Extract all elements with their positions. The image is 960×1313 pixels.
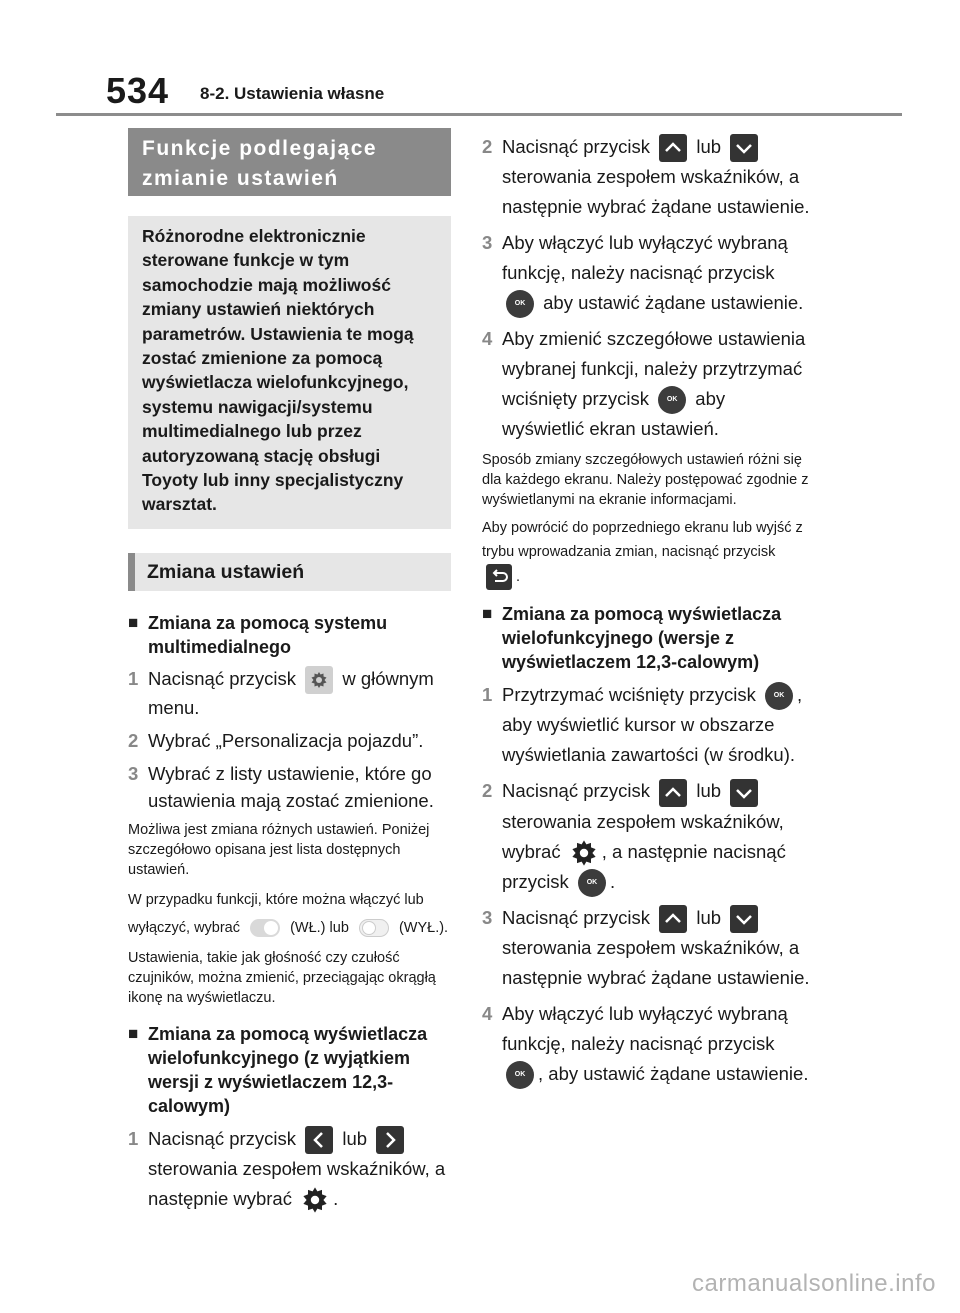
toggle-off-icon: [359, 919, 389, 937]
gear-icon: [301, 1186, 329, 1214]
section-title: 8-2. Ustawienia własne: [200, 84, 385, 103]
ok-button-icon: OK: [506, 290, 534, 318]
multimedia-heading: ■ Zmiana za pomocą systemu multimedialnego: [128, 612, 388, 657]
arrow-down-icon: [730, 779, 758, 807]
arrow-left-icon: [305, 1126, 333, 1154]
intro-box: Różnorodne elektronicznie sterowane funkcje w tym samochodzie mają możliwość zmiany ustawień niektórych parametrów. Ustawienia te mogą zostać zmienione za pomocą wyświetlacza wielofunkcyjnego, systemu nawigacji/systemu multimedialnego lub przez autoryzowaną stację obsługi Toyoty lub inny specjalistyczny warsztat.: [128, 216, 451, 529]
mfd-123-step-1: 1 Przytrzymać wciśnięty przycisk OK , aby wyświetlić kursor w obszarze wyświetlania zawartości (w środku).: [482, 684, 803, 766]
arrow-up-icon: [659, 905, 687, 933]
mfd-other-heading: ■ Zmiana za pomocą wyświetlacza wielofunkcyjnego (z wyjątkiem wersji z wyświetlaczem 12,3-calowym): [128, 1023, 428, 1116]
toggle-on-icon: [250, 919, 280, 937]
note-toggle: W przypadku funkcji, które można włączyć lub wyłączyć, wybrać (WŁ.) lub (WYŁ.).: [128, 891, 449, 936]
note-back: Aby powrócić do poprzedniego ekranu lub wyjść z trybu wprowadzania zmian, nacisnąć przycisk .: [482, 516, 812, 590]
arrow-up-icon: [659, 134, 687, 162]
subheading-change-settings: Zmiana ustawień: [128, 553, 451, 591]
mfd-123-step-3: 3 Nacisnąć przycisk lub sterowania zespołem wskaźników, a następnie wybrać żądane ustawienie.: [482, 906, 810, 988]
arrow-right-icon: [376, 1126, 404, 1154]
arrow-down-icon: [730, 134, 758, 162]
mfd-other-step-4: 4 Aby zmienić szczegółowe ustawienia wybranej funkcji, należy przytrzymać wciśnięty przycisk OK aby wyświetlić ekran ustawień.: [482, 328, 806, 440]
left-column: [128, 128, 451, 1214]
multimedia-step-2: 2 Wybrać „Personalizacja pojazdu”.: [128, 729, 424, 751]
mfd-other-step-1: 1 Nacisnąć przycisk lub sterowania zespołem wskaźników, a następnie wybrać .: [128, 1124, 451, 1214]
arrow-up-icon: [659, 779, 687, 807]
ok-button-icon: OK: [658, 386, 686, 414]
header-divider: [56, 113, 902, 116]
mfd-other-step-3: 3 Aby włączyć lub wyłączyć wybraną funkcję, należy nacisnąć przycisk OK aby ustawić żądane ustawienie.: [482, 228, 812, 318]
ok-button-icon: OK: [578, 869, 606, 897]
back-icon: [486, 564, 512, 590]
mfd-123-step-4: 4 Aby włączyć lub wyłączyć wybraną funkcję, należy nacisnąć przycisk OK , aby ustawić żądane ustawienie.: [482, 999, 812, 1089]
right-column: [482, 128, 812, 1089]
note-settings-list: Możliwa jest zmiana różnych ustawień. Poniżej szczegółowo opisana jest lista dostępnych ustawień.: [128, 821, 430, 878]
square-bullet-icon: ■: [482, 604, 493, 624]
square-bullet-icon: ■: [128, 612, 139, 632]
multimedia-step-1: 1 Nacisnąć przycisk w głównym menu.: [128, 667, 434, 718]
page-number: 534: [106, 70, 170, 111]
arrow-down-icon: [730, 905, 758, 933]
square-bullet-icon: ■: [128, 1023, 139, 1043]
page-header: [0, 0, 960, 120]
gear-icon: [305, 666, 333, 694]
ok-button-icon: OK: [506, 1061, 534, 1089]
note-slider: Ustawienia, takie jak głośność czy czułość czujników, można zmienić, przeciągając okrągłą ikonę na wyświetlaczu.: [128, 949, 436, 1006]
mfd-other-step-2: 2 Nacisnąć przycisk lub sterowania zespołem wskaźników, a następnie wybrać żądane ustawienie.: [482, 136, 810, 218]
watermark: carmanualsonline.info: [692, 1270, 936, 1297]
mfd-123-heading: ■ Zmiana za pomocą wyświetlacza wielofunkcyjnego (wersje z wyświetlaczem 12,3-calowym): [482, 604, 782, 673]
mfd-123-step-2: 2 Nacisnąć przycisk lub sterowania zespołem wskaźników, wybrać , a następnie nacisnąć przycisk OK .: [482, 776, 812, 896]
chapter-title: Funkcje podlegające zmianie ustawień: [128, 128, 451, 196]
gear-icon: [570, 839, 598, 867]
ok-button-icon: OK: [765, 682, 793, 710]
multimedia-step-3: 3 Wybrać z listy ustawienie, które go ustawienia mają zostać zmienione.: [128, 762, 434, 811]
note-detail-settings: Sposób zmiany szczegółowych ustawień różni się dla każdego ekranu. Należy postępować zgodnie z wyświetlanymi na ekranie informacjami.: [482, 452, 809, 509]
